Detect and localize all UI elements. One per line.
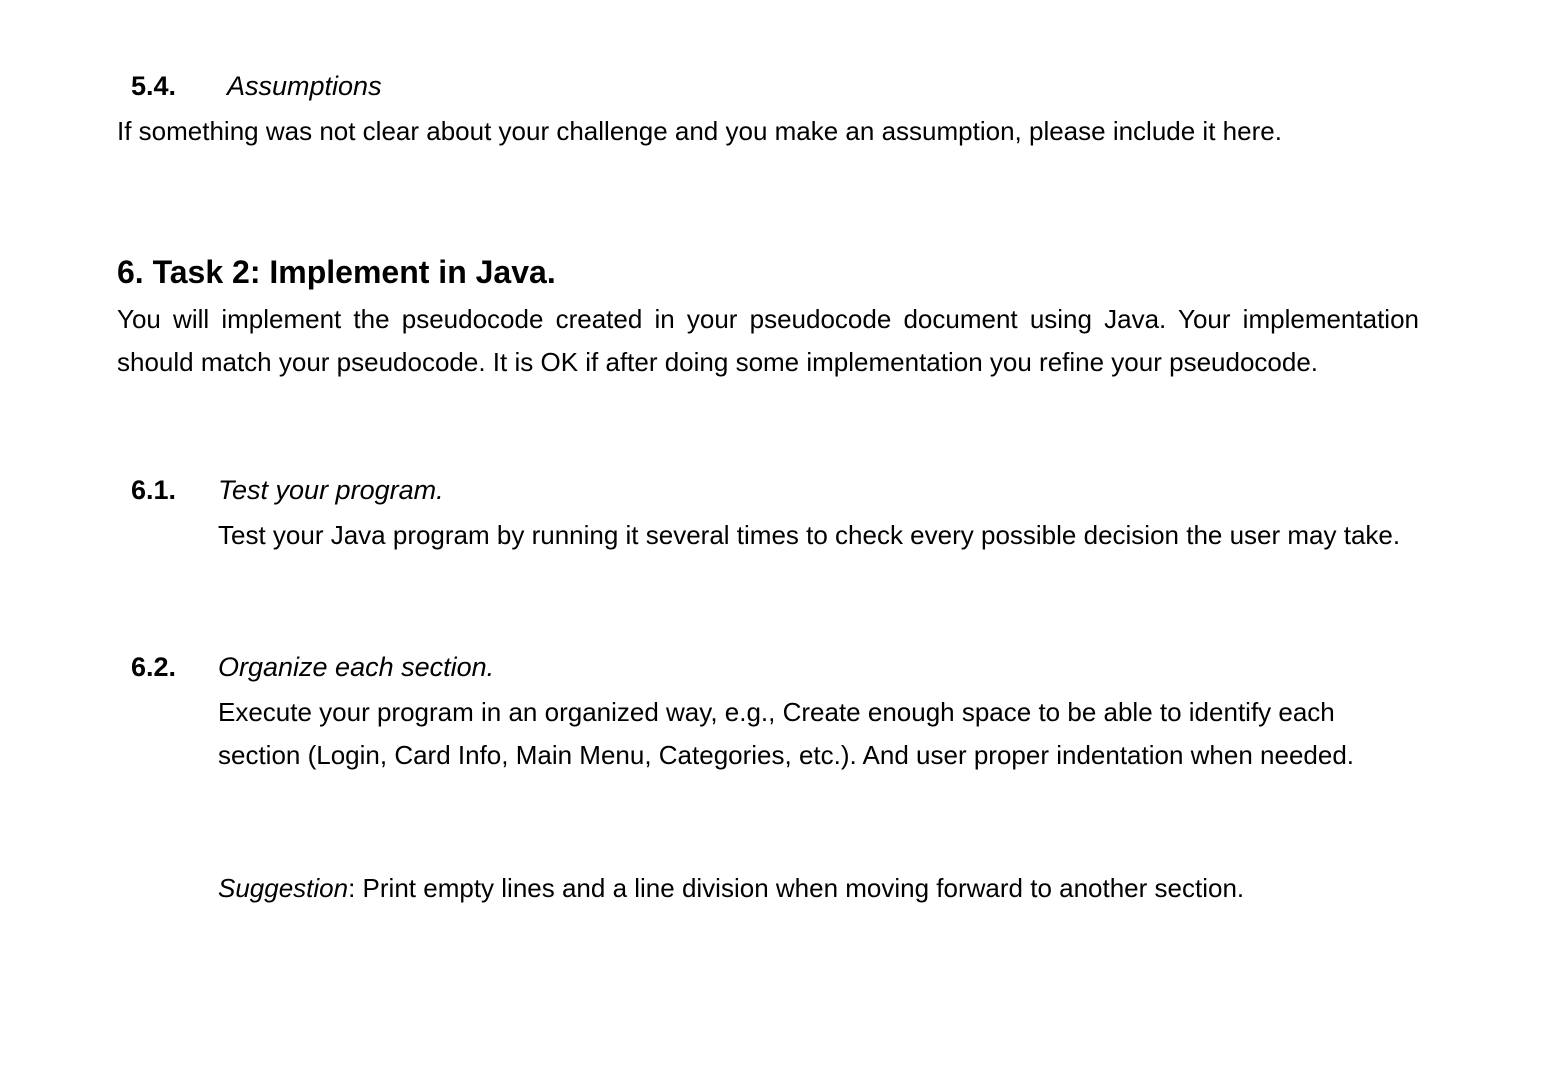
- suggestion-text: : Print empty lines and a line division when moving forward to another section.: [348, 873, 1245, 903]
- subsection-6-2-number: 6.2.: [131, 652, 177, 682]
- subsection-5-4-heading: [0, 70, 600, 104]
- section-6-body: You will implement the pseudocode created in your pseudocode document using Java. Your implementation should match your pseudocode. It is OK if after doing some implementation you refine your pseudocode.: [117, 304, 1419, 377]
- subsection-6-1-body: Test your Java program by running it several times to check every possible decision the user may take.: [218, 520, 1401, 550]
- subsection-6-1-heading: [0, 474, 700, 508]
- subsection-6-2-heading: [0, 651, 700, 685]
- subsection-6-1-number: 6.1.: [131, 475, 177, 505]
- suggestion-label: Suggestion: [218, 873, 349, 903]
- subsection-5-4-title: Assumptions: [227, 71, 382, 101]
- subsection-6-2-suggestion: [218, 867, 1338, 910]
- section-6-heading: 6. Task 2: Implement in Java.: [117, 254, 556, 290]
- subsection-5-4-number: 5.4.: [131, 71, 177, 101]
- subsection-6-1-title: Test your program.: [218, 475, 444, 505]
- subsection-6-2-body: Execute your program in an organized way, e.g., Create enough space to be able to identify each section (Login, Card Info, Main Menu, Categories, etc.). And user proper indentation when needed.: [218, 697, 1355, 770]
- subsection-6-2-title: Organize each section.: [218, 652, 495, 682]
- subsection-5-4-body: If something was not clear about your challenge and you make an assumption, please include it here.: [117, 116, 1282, 146]
